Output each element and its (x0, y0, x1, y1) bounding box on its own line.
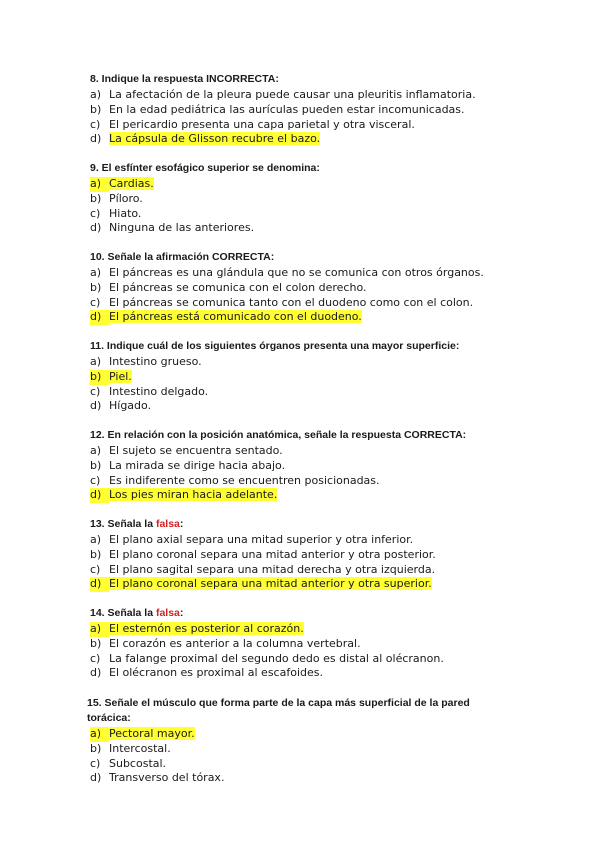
option-c (90, 563, 510, 578)
option-text: Píloro. (109, 191, 143, 205)
option-text: El páncreas se comunica con el colon derecho. (109, 280, 367, 294)
option-c (90, 757, 510, 772)
option-letter: d) (90, 132, 102, 146)
option-letter: a) (90, 533, 102, 546)
option-b (90, 370, 510, 385)
title-colon: : (179, 518, 184, 530)
option-c (90, 207, 510, 222)
option-letter: b) (90, 547, 102, 561)
option-text: Intestino grueso. (109, 355, 202, 368)
option-text: El pericardio presenta una capa parietal y otra visceral. (109, 117, 415, 131)
option-c (90, 385, 510, 400)
question-title (90, 606, 510, 621)
question-title: 8. Indique la respuesta INCORRECTA: (90, 73, 279, 85)
option-letter: a) (90, 622, 109, 637)
option-letter: a) (90, 88, 102, 101)
question-12 (90, 428, 510, 503)
option-letter: b) (90, 636, 102, 650)
option-text: La falange proximal del segundo dedo es distal al olécranon. (109, 651, 444, 665)
question-15 (87, 696, 510, 786)
option-c (90, 652, 510, 667)
option-text: Subcostal. (109, 756, 167, 770)
option-letter: a) (90, 444, 102, 457)
highlighted-answer: La cápsula de Glisson recubre el bazo. (109, 132, 321, 146)
option-letter: d) (90, 310, 109, 325)
option-letter: c) (90, 562, 101, 576)
option-letter: a) (90, 355, 102, 368)
option-a (90, 444, 510, 459)
title-colon: : (179, 607, 184, 619)
option-letter: b) (90, 102, 102, 116)
option-b (90, 637, 510, 652)
option-c (90, 296, 510, 311)
option-letter: b) (90, 280, 102, 294)
option-a (90, 727, 510, 742)
option-letter: b) (90, 458, 102, 472)
option-text: El plano sagital separa una mitad derecha y otra izquierda. (109, 562, 436, 576)
option-b (90, 103, 510, 118)
option-d (90, 771, 510, 786)
option-letter: b) (90, 741, 102, 755)
option-a (90, 88, 510, 103)
question-title: 12. En relación con la posición anatómica, señale la respuesta CORRECTA: (90, 429, 467, 441)
option-letter: c) (90, 117, 101, 131)
option-b (90, 281, 510, 296)
option-text: Transverso del tórax. (109, 771, 225, 785)
option-letter: c) (90, 206, 101, 220)
option-text: El plano axial separa una mitad superior y otra inferior. (109, 533, 414, 546)
option-d (90, 488, 510, 503)
falsa-keyword: falsa (155, 518, 180, 530)
option-letter: d) (90, 666, 102, 680)
option-letter: a) (90, 266, 102, 279)
question-13 (90, 517, 510, 592)
falsa-keyword: falsa (155, 607, 180, 619)
option-text: Intestino delgado. (109, 384, 209, 398)
question-14 (90, 606, 510, 681)
option-text: El olécranon es proximal al escafoides. (109, 666, 323, 680)
option-c (90, 474, 510, 489)
question-title: 9. El esfínter esofágico superior se denomina: (90, 162, 320, 174)
question-10 (90, 250, 510, 325)
option-letter: c) (90, 756, 101, 770)
option-letter: d) (90, 771, 102, 785)
option-letter: c) (90, 651, 101, 665)
option-b (90, 742, 510, 757)
option-text: Hígado. (109, 399, 152, 413)
option-d (90, 310, 510, 325)
option-text: El corazón es anterior a la columna vertebral. (109, 636, 361, 650)
option-text: El plano coronal separa una mitad anterior y otra posterior. (109, 547, 436, 561)
option-text: El páncreas es una glándula que no se comunica con otros órganos. (109, 266, 484, 279)
option-text: La mirada se dirige hacia abajo. (109, 458, 286, 472)
option-d (90, 577, 510, 592)
question-11 (90, 339, 510, 414)
title-text: 13. Señala la (90, 518, 156, 530)
question-title: 15. Señale el músculo que forma parte de la capa más superficial de la pared torácica: (87, 697, 470, 724)
highlighted-answer: Piel. (109, 369, 132, 383)
option-c (90, 118, 510, 133)
option-letter: b) (90, 370, 109, 385)
option-a (90, 177, 510, 192)
option-text: Intercostal. (109, 741, 171, 755)
option-text: En la edad pediátrica las aurículas pueden estar incomunicadas. (109, 102, 465, 116)
option-letter: a) (90, 727, 109, 742)
option-text: Es indiferente como se encuentren posicionadas. (109, 473, 380, 487)
question-title: 11. Indique cuál de los siguientes órganos presenta una mayor superficie: (90, 340, 460, 352)
option-d (90, 666, 510, 681)
highlighted-answer: El plano coronal separa una mitad anterior y otra superior. (109, 577, 432, 591)
question-title (90, 517, 510, 532)
option-d (90, 132, 510, 147)
option-letter: d) (90, 488, 109, 503)
option-d (90, 221, 510, 236)
option-a (90, 533, 510, 548)
question-9 (90, 161, 510, 236)
option-text: El sujeto se encuentra sentado. (109, 444, 283, 457)
highlighted-answer: Pectoral mayor. (109, 727, 195, 740)
question-8 (90, 72, 510, 147)
option-text: El páncreas se comunica tanto con el duodeno como con el colon. (109, 295, 474, 309)
option-letter: c) (90, 295, 101, 309)
option-letter: d) (90, 577, 109, 592)
highlighted-answer: Cardias. (109, 177, 154, 190)
title-text: 14. Señala la (90, 607, 156, 619)
option-letter: d) (90, 399, 102, 413)
option-a (90, 355, 510, 370)
option-text: Ninguna de las anteriores. (109, 221, 255, 235)
option-text: La afectación de la pleura puede causar una pleuritis inflamatoria. (109, 88, 476, 101)
highlighted-answer: Los pies miran hacia adelante. (109, 488, 278, 502)
option-letter: c) (90, 384, 101, 398)
option-d (90, 399, 510, 414)
highlighted-answer: El esternón es posterior al corazón. (109, 622, 304, 635)
option-b (90, 459, 510, 474)
question-title: 10. Señale la afirmación CORRECTA: (90, 251, 275, 263)
option-text: Hiato. (109, 206, 142, 220)
option-letter: b) (90, 191, 102, 205)
highlighted-answer: El páncreas está comunicado con el duodeno. (109, 310, 362, 324)
option-a (90, 622, 510, 637)
option-letter: a) (90, 177, 109, 192)
option-letter: d) (90, 221, 102, 235)
option-b (90, 192, 510, 207)
option-a (90, 266, 510, 281)
option-b (90, 548, 510, 563)
option-letter: c) (90, 473, 101, 487)
